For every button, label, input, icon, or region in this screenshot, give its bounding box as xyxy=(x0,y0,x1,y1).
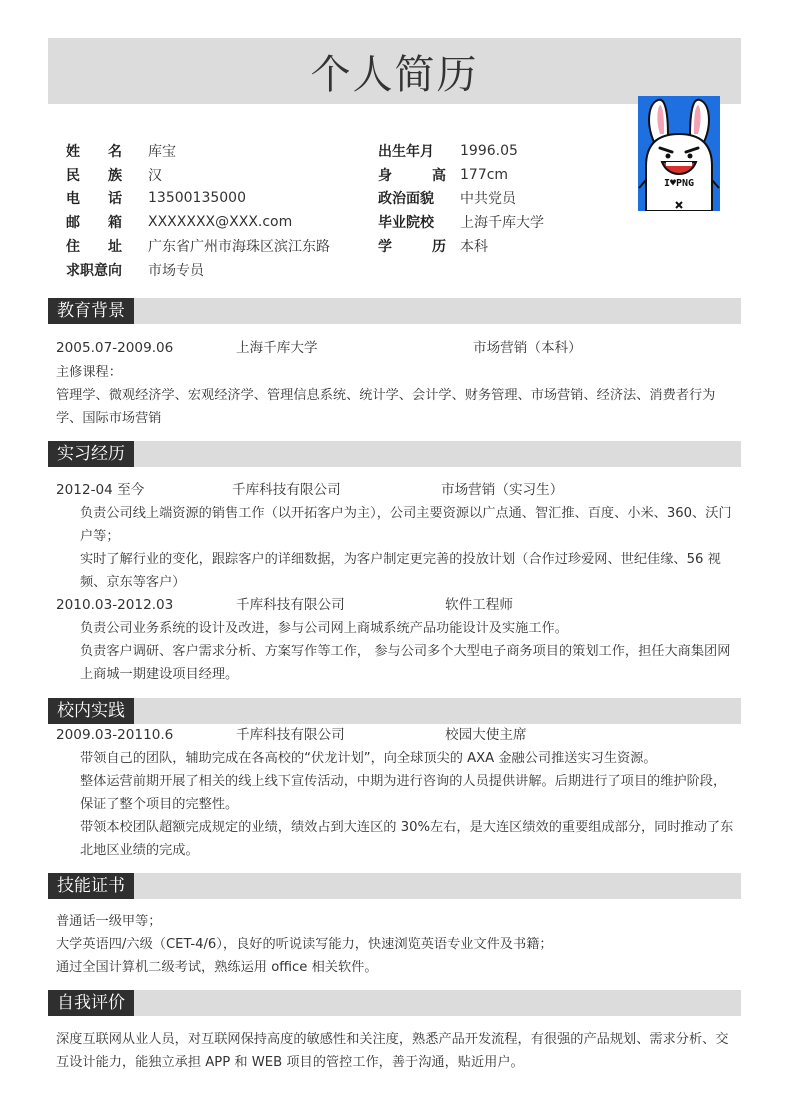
intern-item: 负责客户调研、客户需求分析、方案写作等工作， 参与公司多个大型电子商务项目的策划工作，担任大商集团网上商城一期建设项目经理。 xyxy=(80,644,731,682)
info-value: 库宝 xyxy=(148,144,176,160)
section-title: 实习经历 xyxy=(48,441,134,467)
info-degree xyxy=(378,235,488,257)
info-birth xyxy=(378,140,518,162)
info-label: 住 址 xyxy=(66,239,122,255)
info-label: 毕业院校 xyxy=(378,215,434,231)
intern-company: 千库科技有限公司 xyxy=(232,482,341,498)
info-value: 汉 xyxy=(148,168,162,184)
photo-caption: I♥PNG xyxy=(663,178,695,189)
intern-period: 2012-04 至今 xyxy=(56,482,145,498)
section-self-eval xyxy=(48,990,741,1016)
campus-company: 千库科技有限公司 xyxy=(236,727,345,743)
info-value: 广东省广州市海珠区滨江东路 xyxy=(148,239,330,255)
section-education xyxy=(48,298,741,324)
intern-role: 软件工程师 xyxy=(445,597,513,613)
info-value: 本科 xyxy=(460,239,488,255)
info-political xyxy=(378,187,516,209)
intern-company: 千库科技有限公司 xyxy=(236,597,345,613)
section-title: 教育背景 xyxy=(48,298,134,324)
section-campus xyxy=(48,698,741,724)
info-height xyxy=(378,164,508,186)
campus-role: 校园大使主席 xyxy=(445,727,527,743)
info-phone xyxy=(66,187,246,209)
skill-item: 通过全国计算机二级考试，熟练运用 office 相关软件。 xyxy=(56,960,378,975)
info-value: 上海千库大学 xyxy=(460,215,544,231)
skill-item: 大学英语四/六级（CET-4/6），良好的听说读写能力，快速浏览英语专业文件及书籍； xyxy=(56,937,553,952)
campus-item: 带领自己的团队，辅助完成在各高校的“伏龙计划”，向全球顶尖的 AXA 金融公司推送实习生资源。 xyxy=(80,751,657,766)
rabbit-mascot-icon xyxy=(638,96,720,211)
info-address xyxy=(66,235,330,257)
edu-courses: 管理学、微观经济学、宏观经济学、管理信息系统、统计学、会计学、财务管理、市场营销、经济法、消费者行为学、国际市场营销 xyxy=(56,388,716,426)
info-email xyxy=(66,211,292,233)
info-ethnicity xyxy=(66,164,162,186)
info-name xyxy=(66,140,176,162)
info-label: 邮 箱 xyxy=(66,215,122,231)
intern-item: 负责公司线上端资源的销售工作（以开拓客户为主），公司主要资源以广点通、智汇推、百度、小米、360、沃门户等； xyxy=(80,506,732,544)
campus-item: 带领本校团队超额完成规定的业绩，绩效占到大连区的 30%左右，是大连区绩效的重要组成部分，同时推动了东北地区业绩的完成。 xyxy=(80,820,734,858)
info-label: 姓 名 xyxy=(66,144,122,160)
info-label: 身 高 xyxy=(378,168,446,184)
info-value: 中共党员 xyxy=(460,191,516,207)
edu-courses-label: 主修课程： xyxy=(56,365,122,380)
section-skills xyxy=(48,873,741,899)
skill-item: 普通话一级甲等； xyxy=(56,914,162,929)
info-value: 13500135000 xyxy=(148,190,246,206)
info-value: XXXXXXX@XXX.com xyxy=(148,214,293,230)
info-school xyxy=(378,211,544,233)
self-eval-text: 深度互联网从业人员，对互联网保持高度的敏感性和关注度，熟悉产品开发流程，有很强的产品规划、需求分析、交互设计能力，能独立承担 APP 和 WEB 项目的管控工作，善于沟通，贴近用户。 xyxy=(56,1032,729,1070)
campus-item: 整体运营前期开展了相关的线上线下宣传活动，中期为进行咨询的人员提供讲解。后期进行了项目的维护阶段，保证了整个项目的完整性。 xyxy=(80,774,727,812)
edu-major: 市场营销（本科） xyxy=(473,340,582,356)
info-label: 出生年月 xyxy=(378,144,434,160)
intern-role: 市场营销（实习生） xyxy=(441,482,564,498)
intern-item: 负责公司业务系统的设计及改进，参与公司网上商城系统产品功能设计及实施工作。 xyxy=(80,621,568,636)
section-title: 技能证书 xyxy=(48,873,134,899)
info-value: 177cm xyxy=(460,167,509,183)
campus-period: 2009.03-20110.6 xyxy=(56,727,174,743)
info-label: 电 话 xyxy=(66,191,122,207)
info-label: 政治面貌 xyxy=(378,191,434,207)
profile-photo xyxy=(638,96,720,211)
page-title: 个人简历 xyxy=(310,51,479,98)
section-internship xyxy=(48,441,741,467)
info-value: 1996.05 xyxy=(460,143,518,159)
intern-item: 实时了解行业的变化，跟踪客户的详细数据，为客户制定更完善的投放计划（合作过珍爱网、世纪佳缘、56 视频、京东等客户） xyxy=(80,552,721,590)
intern-period: 2010.03-2012.03 xyxy=(56,597,174,613)
info-label: 民 族 xyxy=(66,168,122,184)
info-label: 学 历 xyxy=(378,239,446,255)
title-bar xyxy=(48,38,741,104)
info-job-intent xyxy=(66,259,204,281)
edu-period: 2005.07-2009.06 xyxy=(56,340,174,356)
edu-school: 上海千库大学 xyxy=(236,340,318,356)
section-title: 校内实践 xyxy=(48,698,134,724)
section-title: 自我评价 xyxy=(48,990,134,1016)
info-label: 求职意向 xyxy=(66,263,122,279)
info-value: 市场专员 xyxy=(148,263,204,279)
